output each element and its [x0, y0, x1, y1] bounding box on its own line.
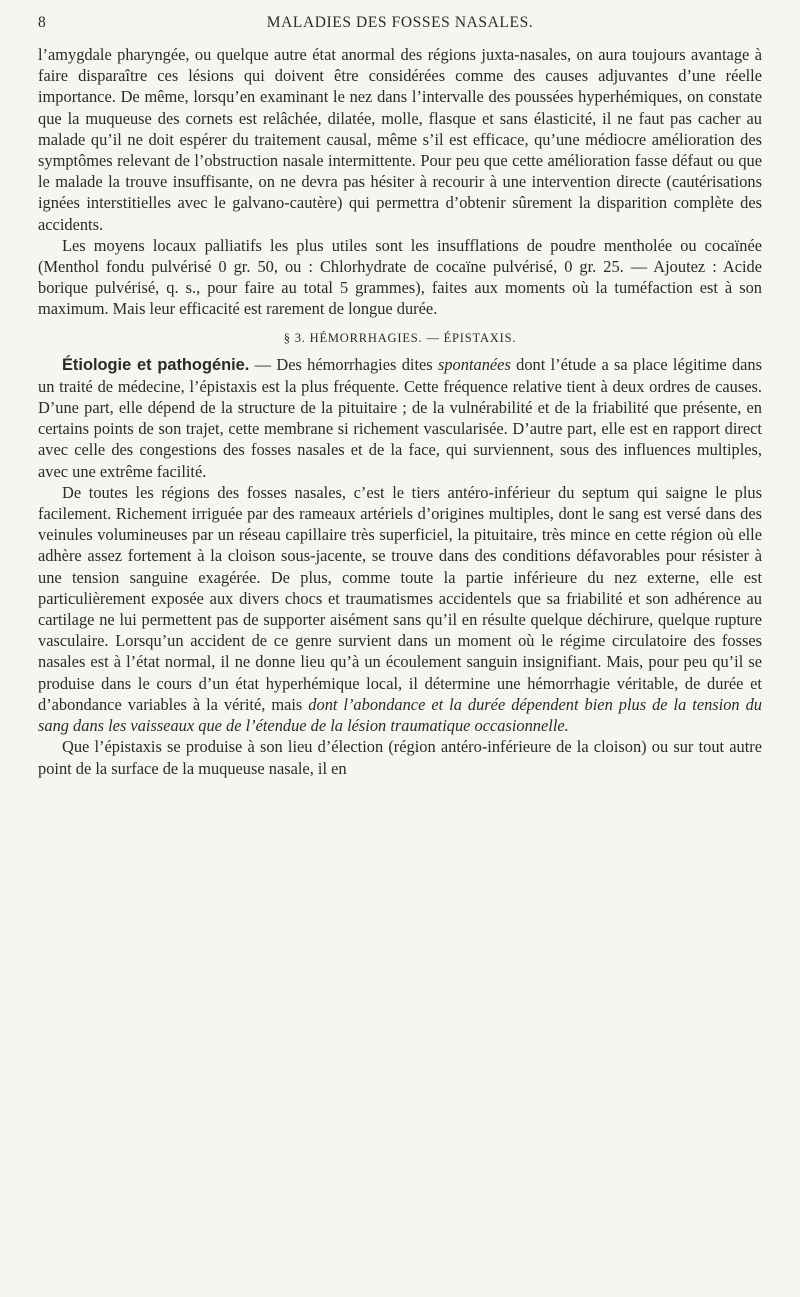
paragraph-septum — [38, 482, 762, 736]
etiology-text-b: dont l’étude a sa place légitime dans un traité de médecine, l’épistaxis est la plus fréquente. Cette fréquence relative tient à deux ordres de causes. D’une part, elle dépend de la structure de la pituitaire ; de la vulnérabilité et de la friabilité que présente, en certains points de son trajet, cette membrane si richement vascularisée. D’autre part, elle est en rapport direct avec celle des congestions des fosses nasales et de la face, qui surviennent, sous des influences multiples, avec une extrême facilité. — [38, 354, 763, 481]
page-number: 8 — [38, 14, 47, 31]
running-title: MALADIES DES FOSSES NASALES. — [266, 14, 534, 31]
paragraph-epistaxis-site: Que l’épistaxis se produise à son lieu d’élection (région antéro-inférieure de la cloison) ou sur tout autre point de la surface de la muqueuse nasale, il en — [38, 737, 762, 778]
septum-emphasis: dont l’abondance et la durée dépendent bien plus de la tension du sang dans les vaisseaux que de l’étendue de la lésion traumatique occasionnelle. — [38, 694, 762, 736]
paragraph-etiology — [38, 354, 762, 482]
paragraph-palliatives: Les moyens locaux palliatifs les plus utiles sont les insufflations de poudre mentholée ou cocaïnée (Menthol fondu pulvérisé 0 gr. 50, ou : Chlorhydrate de cocaïne pulvérisé, 0 gr. 25. — Ajoutez : Acide borique pulvérisé, q. s., pour faire au total 5 grammes), faites aux moments où la tuméfaction est à son maximum. Mais leur efficacité est rarement de longue durée. — [38, 235, 762, 319]
section-heading: § 3. HÉMORRHAGIES. — ÉPISTAXIS. — [283, 330, 517, 345]
etiology-text-a: — Des hémorrhagies dites — [249, 354, 438, 374]
body-text — [38, 44, 762, 779]
run-in-heading: Étiologie et pathogénie. — [62, 355, 250, 374]
septum-text: De toutes les régions des fosses nasales, c’est le tiers antéro-inférieur du septum qui saigne le plus facilement. Richement irriguée par des rameaux artériels d’origines multiples, dont le sang est versé dans des veinules volumineuses par un réseau capillaire très superficiel, la pituitaire, très mince en cette région où elle adhère assez fortement à la cloison sous-jacente, se trouve dans des conditions défavorables pour résister à une tension sanguine exagérée. De plus, comme toute la partie inférieure du nez externe, elle est particulièrement exposée aux divers chocs et traumatismes accidentels que sa friabilité et son adhérence au cartilage ne lui permettent pas de supporter aisément sans qu’il en résulte quelque déchirure, quelque rupture vasculaire. Lorsqu’un accident de ce genre survient dans un moment où le régime circulatoire des fosses nasales est à l’état normal, il ne donne lieu qu’à un écoulement sanguin insignifiant. Mais, pour peu qu’il se produise dans le cours d’un état hyperhémique local, il détermine une hémorrhagie véritable, de durée et d’abondance variables à la vérité, mais — [38, 482, 762, 714]
running-head — [38, 14, 762, 40]
paragraph-continuation: l’amygdale pharyngée, ou quelque autre état anormal des régions juxta-nasales, on aura toujours avantage à faire disparaître ces lésions qui doivent être considérées comme des causes adjuvantes d’une réelle importance. De même, lorsqu’en examinant le nez dans l’intervalle des poussées hyperhémiques, on constate que la muqueuse des cornets est relâchée, dilatée, molle, flasque et sans élasticité, il ne faut pas cacher au malade qu’il ne doit espérer du traitement causal, même s’il est efficace, qu’une médiocre amélioration des symptômes relevant de l’obstruction nasale intermittente. Pour peu que cette amélioration fasse défaut ou que le malade la trouve insuffisante, on ne devra pas hésiter à recourir à une intervention directe (cautérisations ignées interstitielles avec le galvano-cautère) qui permettra d’obtenir sûrement la disparition complète des accidents. — [38, 45, 762, 234]
etiology-emphasis: spontanées — [437, 354, 511, 374]
